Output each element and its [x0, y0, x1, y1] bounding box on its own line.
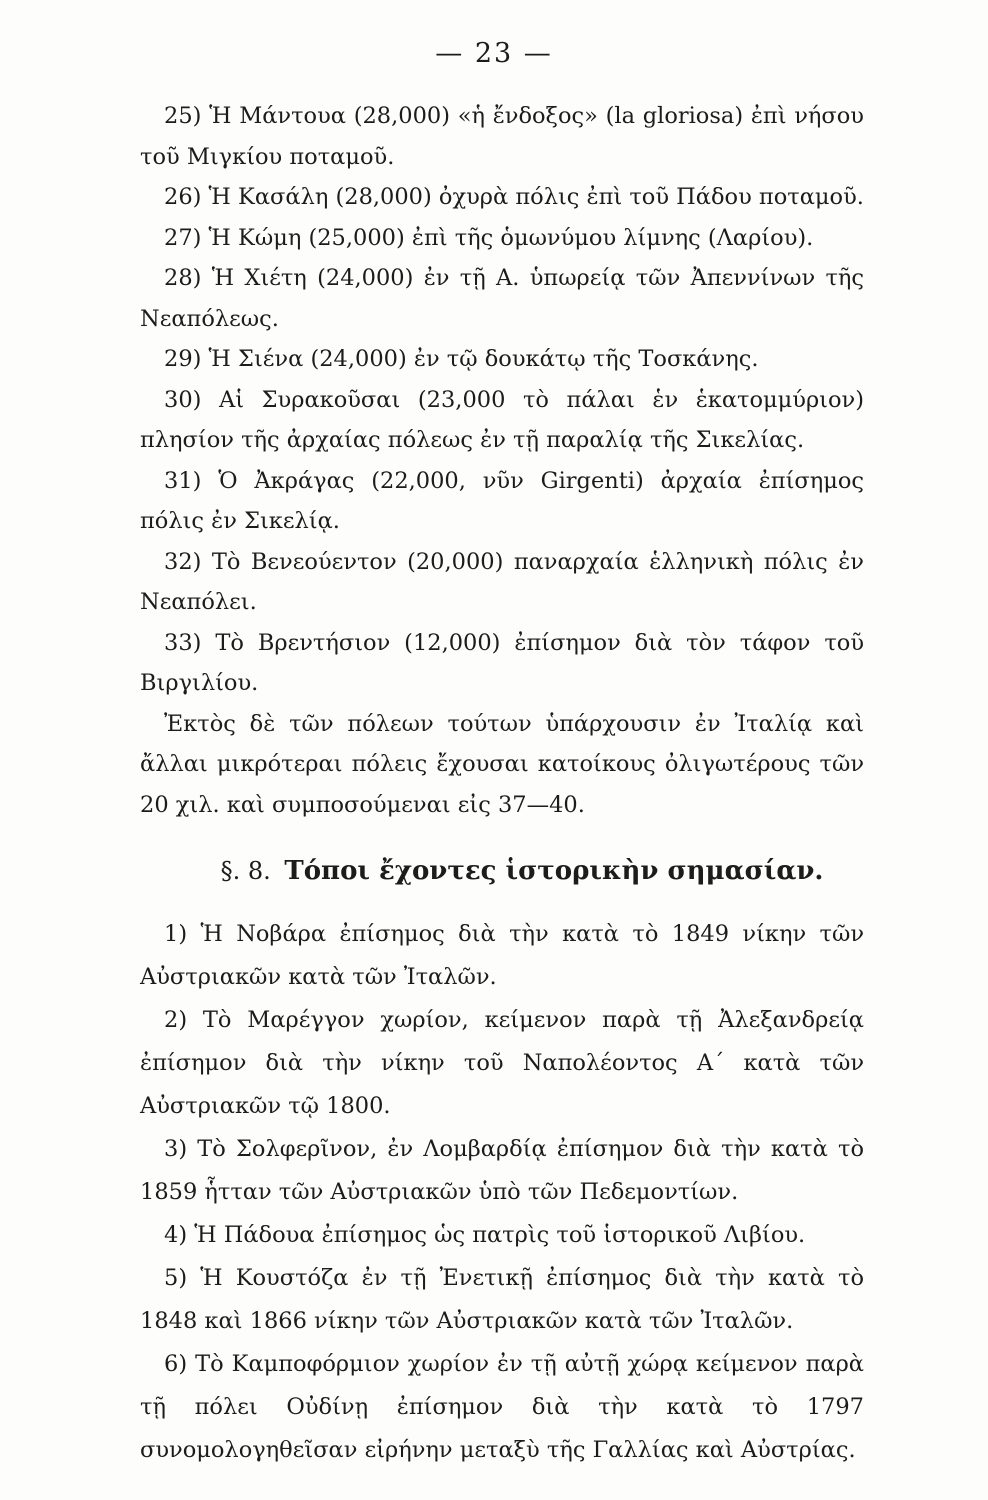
page-body: [140, 96, 864, 1472]
historic-item-4: 4) Ἡ Πάδουα ἐπίσημος ὡς πατρὶς τοῦ ἱστορικοῦ Λιβίου.: [164, 1222, 806, 1248]
list-item-26: 26) Ἡ Κασάλη (28,000) ὀχυρὰ πόλις ἐπὶ τοῦ Πάδου ποταμοῦ.: [164, 184, 864, 210]
historic-places-list: [140, 913, 864, 1472]
list-item-30: 30) Αἱ Συρακοῦσαι (23,000 τὸ πάλαι ἑν ἑκατομμύριον) πλησίον τῆς ἀρχαίας πόλεως ἐν τῇ παραλίᾳ τῆς Σικελίας.: [140, 386, 864, 453]
list-item-31: 31) Ὁ Ἀκράγας (22,000, νῦν Girgenti) ἀρχαία ἐπίσημος πόλις ἐν Σικελίᾳ.: [140, 467, 864, 534]
historic-item-5: 5) Ἡ Κουστόζα ἐν τῇ Ἐνετικῇ ἐπίσημος διὰ τὴν κατὰ τὸ 1848 καὶ 1866 νίκην τῶν Αὐστριακῶν κατὰ τῶν Ἰταλῶν.: [140, 1265, 864, 1334]
section-title: Τόποι ἔχοντες ἱστορικὴν σημασίαν.: [284, 856, 824, 886]
list-item-33: 33) Τὸ Βρεντήσιον (12,000) ἐπίσημον διὰ τὸν τάφον τοῦ Βιργιλίου.: [140, 629, 864, 696]
section-heading: [140, 851, 864, 891]
closing-paragraph: Ἐκτὸς δὲ τῶν πόλεων τούτων ὑπάρχουσιν ἐν Ἰταλίᾳ καὶ ἄλλαι μικρότεραι πόλεις ἔχουσαι κατοίκους ὀλιγωτέρους τῶν 20 χιλ. καὶ συμποσούμεναι εἰς 37—40.: [140, 710, 864, 818]
list-item-25: 25) Ἡ Μάντουα (28,000) «ἡ ἔνδοξος» (la gloriosa) ἐπὶ νήσου τοῦ Μιγκίου ποταμοῦ.: [140, 103, 864, 170]
cities-list: [140, 96, 864, 825]
list-item-28: 28) Ἡ Χιέτη (24,000) ἐν τῇ Α. ὑπωρείᾳ τῶν Ἀπεννίνων τῆς Νεαπόλεως.: [140, 265, 864, 332]
section-number: §. 8.: [220, 857, 271, 885]
page-number: — 23 —: [435, 38, 553, 69]
list-item-27: 27) Ἡ Κώμη (25,000) ἐπὶ τῆς ὁμωνύμου λίμνης (Λαρίου).: [164, 224, 814, 251]
historic-item-3: 3) Τὸ Σολφερῖνον, ἐν Λομβαρδίᾳ ἐπίσημον διὰ τὴν κατὰ τὸ 1859 ἧτταν τῶν Αὐστριακῶν ὑπὸ τῶν Πεδεμοντίων.: [140, 1136, 864, 1205]
list-item-32: 32) Τὸ Βενεούεντον (20,000) παναρχαία ἑλληνικὴ πόλις ἐν Νεαπόλει.: [140, 548, 864, 615]
historic-item-6: 6) Τὸ Καμποφόρμιον χωρίον ἐν τῇ αὐτῇ χώρᾳ κείμενον παρὰ τῇ πόλει Οὐδίνῃ ἐπίσημον διὰ τὴν κατὰ τὸ 1797 συνομολογηθεῖσαν εἰρήνην μεταξὺ τῆς Γαλλίας καὶ Αὐστρίας.: [140, 1351, 864, 1463]
list-item-29: 29) Ἡ Σιένα (24,000) ἐν τῷ δουκάτῳ τῆς Τοσκάνης.: [164, 346, 759, 372]
historic-item-2: 2) Τὸ Μαρέγγον χωρίον, κείμενον παρὰ τῇ Ἀλεξανδρείᾳ ἐπίσημον διὰ τὴν νίκην τοῦ Ναπολέοντος Α΄ κατὰ τῶν Αὐστριακῶν τῷ 1800.: [140, 1007, 864, 1119]
historic-item-1: 1) Ἡ Νοβάρα ἐπίσημος διὰ τὴν κατὰ τὸ 1849 νίκην τῶν Αὐστριακῶν κατὰ τῶν Ἰταλῶν.: [140, 921, 864, 990]
